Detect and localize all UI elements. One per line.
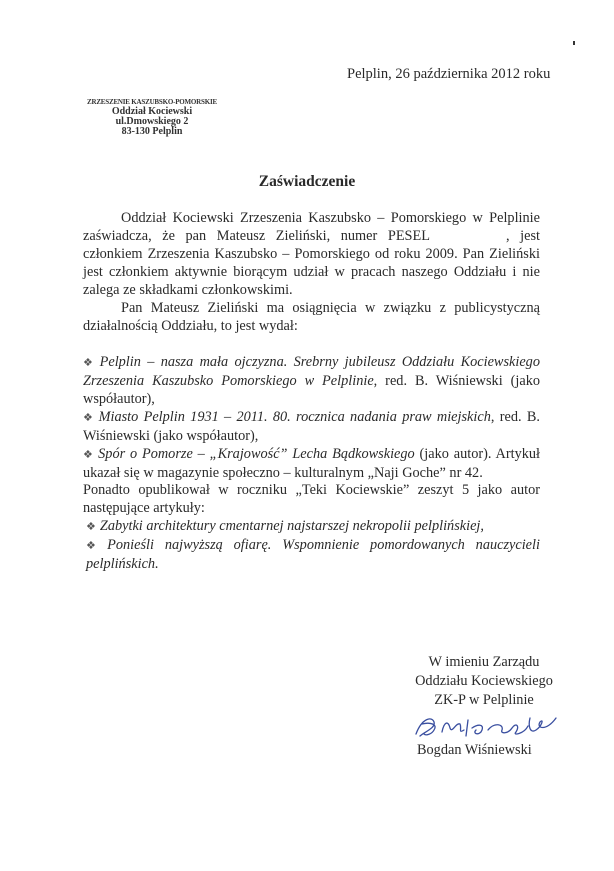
stamp-org-name: ZRZESZENIE KASZUBSKO-POMORSKIE <box>87 98 217 106</box>
paragraph-articles: Ponadto opublikował w roczniku „Teki Kociewskie” zeszyt 5 jako autor następujące artykuły: <box>83 482 540 516</box>
publication-title: Pelplin – nasza mała ojczyzna. Srebrny jubileusz Oddziału Kociewskiego Zrzeszenia Kaszubsko Pomorskiego w Pelplinie <box>83 354 540 389</box>
publication-item <box>83 445 540 482</box>
signature-line-1: W imieniu Zarządu <box>428 654 540 670</box>
articles-list <box>83 517 540 573</box>
date-line: Pelplin, 26 października 2012 roku <box>347 66 551 82</box>
article-title: Zabytki architektury cmentarnej najstarszej nekropolii pelplińskiej, <box>99 518 484 534</box>
bullet-icon: ❖ <box>86 521 96 533</box>
paragraph-certification-part1: Oddział Kociewski Zrzeszenia Kaszubsko – Pomorskiego w Pelplinie zaświadcza, że pan Mateusz Zieliński, numer PESEL <box>83 210 540 244</box>
signatory-name: Bogdan Wiśniewski <box>417 742 532 758</box>
handwritten-signature <box>412 712 562 742</box>
signature-line-2: Oddziału Kociewskiego <box>415 673 553 689</box>
signature-block <box>404 653 564 710</box>
stamp-street: ul.Dmowskiego 2 <box>115 116 189 127</box>
signature-stroke <box>416 718 556 736</box>
publication-item <box>83 353 540 408</box>
paragraph-certification <box>83 209 540 299</box>
stamp-branch: Oddział Kociewski <box>111 106 193 117</box>
bullet-icon: ❖ <box>86 540 104 552</box>
publication-note: , red. B. Wiśniewski (jako współautor), <box>83 373 540 407</box>
document-title: Zaświadczenie <box>258 173 356 190</box>
paragraph-certification-part2: , jest członkiem Zrzeszenia Kaszubsko – Pomorskiego od roku 2009. Pan Zieliński jest członkiem aktywnie biorącym udział w pracach naszego Oddziału i nie zalega ze składkami członkowskimi. <box>83 228 540 298</box>
scan-speck <box>573 41 575 45</box>
publication-title: Spór o Pomorze – „Krajowość” Lecha Bądkowskiego <box>98 446 415 462</box>
organization-stamp <box>62 97 242 137</box>
bullet-icon: ❖ <box>83 449 95 461</box>
bullet-icon: ❖ <box>83 412 95 424</box>
publications-list <box>83 353 540 482</box>
stamp-city: 83-130 Pelplin <box>121 126 183 137</box>
publication-title: Miasto Pelplin 1931 – 2011. 80. rocznica nadania praw miejskich <box>98 409 491 425</box>
paragraph-achievements: Pan Mateusz Zieliński ma osiągnięcia w związku z publicystyczną działalnością Oddziału, to jest wydał: <box>83 300 540 334</box>
publication-item <box>83 408 540 445</box>
bullet-icon: ❖ <box>83 357 96 369</box>
publication-note: (jako autor). Artykuł ukazał się w magazynie społeczno – kulturalnym „Naji Goche” nr 42. <box>83 446 540 481</box>
signature-line-3: ZK-P w Pelplinie <box>434 692 534 708</box>
article-item <box>83 517 540 536</box>
article-title: Ponieśli najwyższą ofiarę. Wspomnienie pomordowanych nauczycieli pelplińskich. <box>86 537 540 572</box>
publication-note: , red. B. Wiśniewski (jako współautor), <box>83 409 540 444</box>
article-item <box>83 536 540 573</box>
